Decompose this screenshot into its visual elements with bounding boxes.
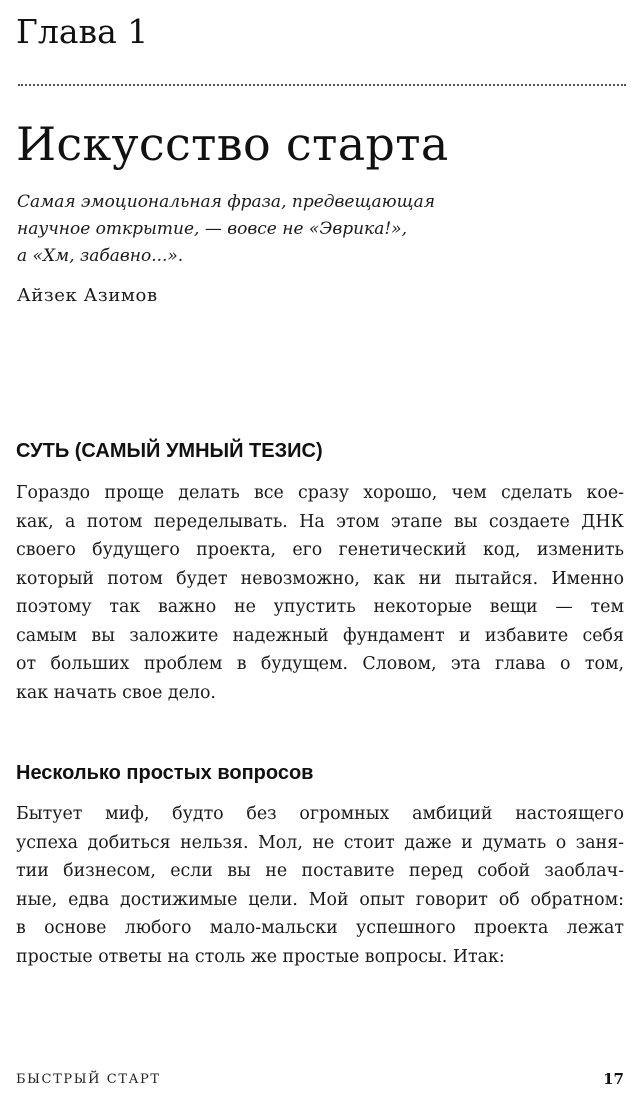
- epigraph-quote: [17, 189, 537, 270]
- running-footer-section: БЫСТРЫЙ СТАРТ: [16, 1072, 161, 1087]
- epigraph-line: а «Хм, забавно...».: [17, 246, 184, 266]
- paragraph-line: простые ответы на столь же простые вопросы. Итак:: [16, 946, 505, 967]
- epigraph-line: научное открытие, — вовсе не «Эврика!»,: [17, 219, 407, 239]
- paragraph-line: тии бизнесом, если вы не поставите перед собой заоблач-: [16, 861, 624, 881]
- section-paragraph-questions: [16, 800, 624, 971]
- epigraph-line: Самая эмоциональная фраза, предвещающая: [17, 192, 436, 212]
- paragraph-line: поэтому так важно не упустить некоторые вещи — тем: [16, 597, 624, 617]
- paragraph-line: успеха добиться нельзя. Мол, не стоит даже и думать о заня-: [16, 832, 624, 853]
- paragraph-line: самым вы заложите надежный фундамент и избавите себя: [16, 625, 624, 646]
- paragraph-line: как, а потом переделывать. На этом этапе вы создаете ДНК: [16, 511, 624, 532]
- page-number: 17: [603, 1070, 624, 1088]
- epigraph-author: Айзек Азимов: [17, 285, 158, 306]
- paragraph-line: Бытует миф, будто без огромных амбиций настоящего: [16, 804, 624, 824]
- paragraph-line: ные, едва достижимые цели. Мой опыт говорит об обратном:: [16, 889, 624, 910]
- section-heading-questions: Несколько простых вопросов: [16, 762, 314, 784]
- section-heading-core: СУТЬ (САМЫЙ УМНЫЙ ТЕЗИС): [16, 440, 323, 462]
- dotted-divider: [18, 84, 626, 86]
- paragraph-line: своего будущего проекта, его генетический код, изменить: [16, 540, 624, 560]
- chapter-title: Искусство старта: [16, 117, 449, 171]
- paragraph-line: в основе любого мало-мальски успешного проекта лежат: [16, 918, 624, 938]
- paragraph-line: от больших проблем в будущем. Словом, эта глава о том,: [16, 654, 624, 674]
- section-paragraph-core: [16, 479, 624, 707]
- paragraph-line: который потом будет невозможно, как ни пытайся. Именно: [16, 568, 624, 589]
- chapter-label: Глава 1: [16, 12, 149, 51]
- paragraph-line: Гораздо проще делать все сразу хорошо, чем сделать кое-: [16, 483, 624, 503]
- paragraph-line: как начать свое дело.: [16, 682, 216, 703]
